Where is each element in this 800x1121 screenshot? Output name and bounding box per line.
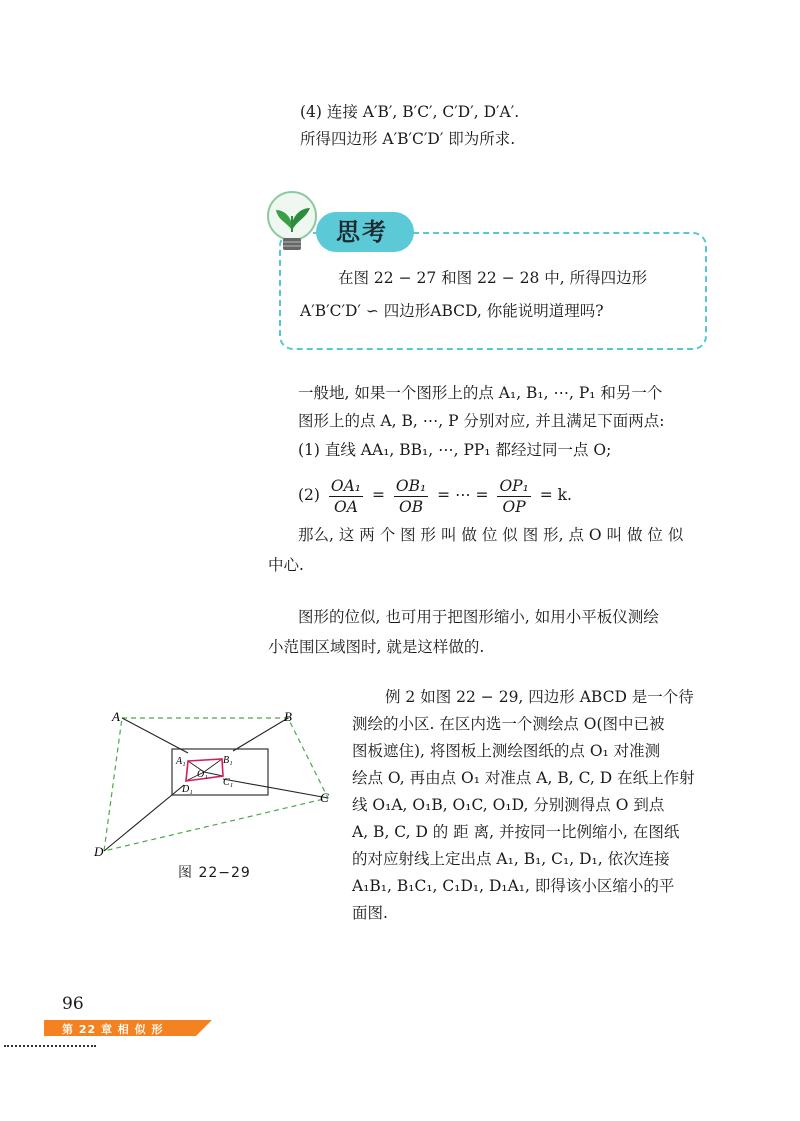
ray-b xyxy=(233,718,288,751)
result-line: 所得四边形 A′B′C′D′ 即为所求. xyxy=(300,130,516,148)
fraction-ob xyxy=(394,476,428,517)
label-d1: D₁ xyxy=(182,784,193,795)
ray-a xyxy=(122,718,188,753)
label-d: D xyxy=(94,844,104,857)
example-line-6: A, B, C, D 的 距 离, 并按同一比例缩小, 在图纸 xyxy=(352,823,680,841)
fraction-ob-den: OB xyxy=(399,497,424,516)
example-line-3: 图板遮住), 将图板上测绘图纸的点 O₁ 对准测 xyxy=(352,742,661,760)
step-4: (4) 连接 A′B′, B′C′, C′D′, D′A′. xyxy=(300,103,520,121)
example-line-5: 线 O₁A, O₁B, O₁C, O₁D, 分别测得点 O 到点 xyxy=(352,796,665,814)
figure-caption: 图 22−29 xyxy=(178,865,251,881)
think-line-1: 在图 22 − 27 和图 22 − 28 中, 所得四边形 xyxy=(338,269,648,287)
label-c1: C₁ xyxy=(223,777,234,788)
example-line-9: 面图. xyxy=(352,904,388,922)
then-line-1: 那么, 这 两 个 图 形 叫 做 位 似 图 形, 点 O 叫 做 位 似 xyxy=(298,526,684,544)
label-c: C xyxy=(320,790,329,805)
label-b: B xyxy=(284,709,292,724)
label-o1: O₁ xyxy=(197,769,208,780)
equals-sign: = xyxy=(371,486,385,504)
example-line-7: 的对应射线上定出点 A₁, B₁, C₁, D₁, 依次连接 xyxy=(352,850,670,868)
example-line-8: A₁B₁, B₁C₁, C₁D₁, D₁A₁, 即得该小区缩小的平 xyxy=(352,877,675,895)
label-a1: A₁ xyxy=(176,756,186,767)
usage-line-1: 图形的位似, 也可用于把图形缩小, 如用小平板仪测绘 xyxy=(298,608,659,626)
chapter-label: 第 22 章 相 似 形 xyxy=(62,1023,164,1036)
equals-dots: = ⋯ = xyxy=(437,486,489,504)
fraction-op-den: OP xyxy=(502,497,526,516)
example-line-1: 例 2 如图 22 − 29, 四边形 ABCD 是一个待 xyxy=(385,688,694,706)
definition-line-1: 一般地, 如果一个图形上的点 A₁, B₁, ⋯, P₁ 和另一个 xyxy=(298,384,663,402)
fraction-oa-den: OA xyxy=(334,497,358,516)
example-line-4: 绘点 O, 再由点 O₁ 对准点 A, B, C, D 在纸上作射 xyxy=(352,769,695,787)
label-b1: B₁ xyxy=(223,755,233,766)
dotted-rule xyxy=(4,1045,96,1047)
condition-1: (1) 直线 AA₁, BB₁, ⋯, PP₁ 都经过同一点 O; xyxy=(298,441,612,459)
label-a: A xyxy=(112,709,120,724)
usage-line-2: 小范围区域图时, 就是这样做的. xyxy=(268,638,485,656)
fraction-oa xyxy=(329,476,363,517)
example-line-2: 测绘的小区. 在区内选一个测绘点 O(图中已被 xyxy=(352,715,665,733)
figure-22-29 xyxy=(92,705,342,857)
fraction-op xyxy=(497,476,530,517)
then-line-2: 中心. xyxy=(268,556,304,574)
equals-k: = k. xyxy=(539,486,572,504)
fraction-oa-num: OA₁ xyxy=(330,476,362,495)
think-line-2: A′B′C′D′ ∽ 四边形ABCD, 你能说明道理吗? xyxy=(300,302,604,320)
definition-line-2: 图形上的点 A, B, ⋯, P 分别对应, 并且满足下面两点: xyxy=(298,412,665,430)
fraction-op-num: OP₁ xyxy=(499,476,529,495)
condition-2-prefix: (2) xyxy=(298,486,320,504)
think-title: 思考 xyxy=(316,212,414,252)
fraction-ob-num: OB₁ xyxy=(395,476,427,495)
page-number: 96 xyxy=(62,994,84,1014)
condition-2 xyxy=(298,470,572,520)
